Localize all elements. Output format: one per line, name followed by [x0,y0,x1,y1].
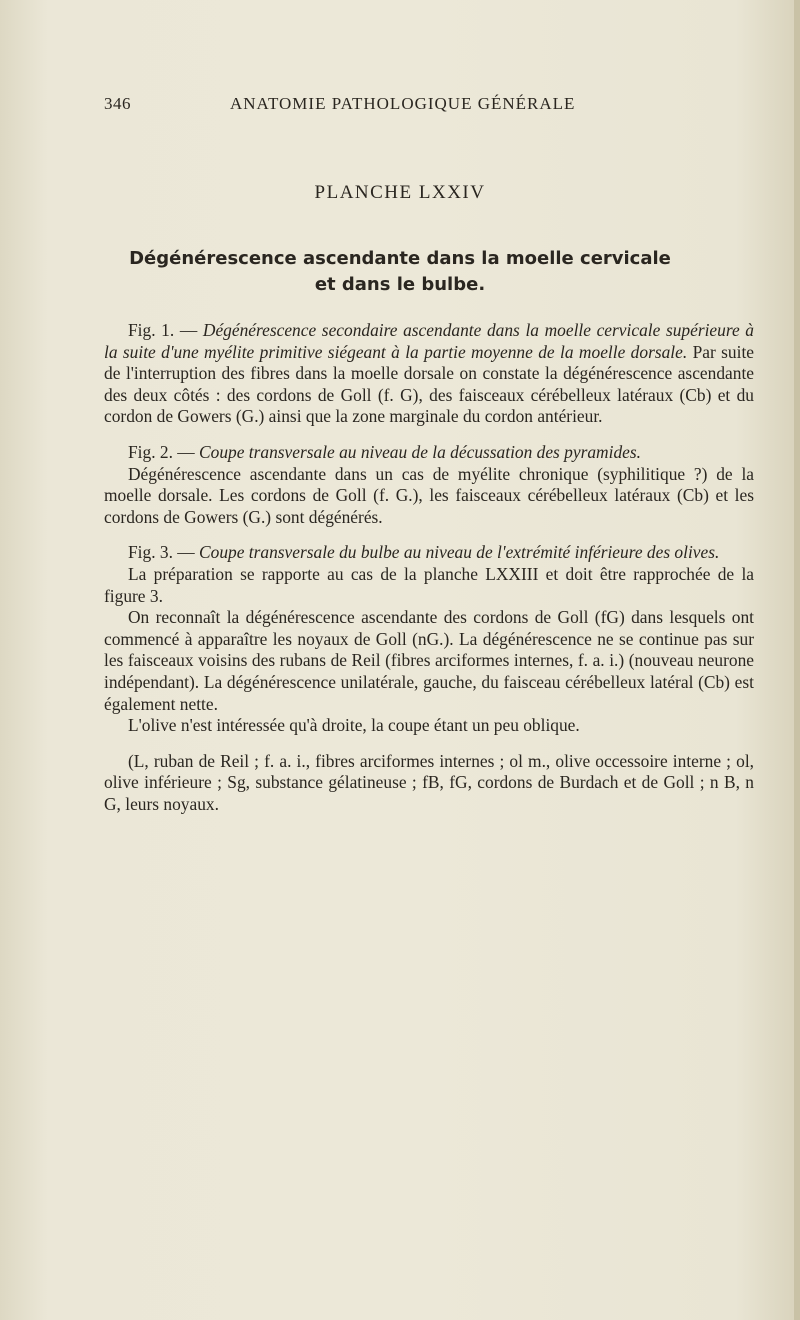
body-text [104,320,754,815]
subtitle-line-2: et dans le bulbe. [314,274,486,295]
page-header [104,94,704,118]
running-title: ANATOMIE PATHOLOGIQUE GÉNÉRALE [230,94,576,113]
fig3-label: Fig. 3. — [128,542,200,563]
legend-paragraph: (L, ruban de Reil ; f. a. i., fibres arciformes internes ; ol m., olive occessoire interne ; ol, olive inférieure ; Sg, substance gélatineuse ; fB, fG, cordons de Burdach et de Goll ; n B, n G, leurs noyaux. [104,750,754,814]
subtitle-line-1: Dégénérescence ascendante dans la moelle cervicale [129,248,671,269]
plate-subtitle [100,246,700,298]
fig1-label: Fig. 1. — [128,320,203,340]
fig1-paragraph [104,320,754,428]
fig3-paragraph-2: On reconnaît la dégénérescence ascendante des cordons de Goll (fG) dans lesquels ont commencé à apparaître les noyaux de Goll (nG.). La dégénérescence ne se continue pas sur les faisceaux voisins des rubans de Reil (fibres arciformes internes, f. a. i.) (nouveau neurone indépendant). La dégénérescence unilatérale, gauche, du faisceau cérébelleux latéral (Cb) est également nette. [104,607,754,714]
fig3-title: Coupe transversale du bulbe au niveau de l'extrémité inférieure des olives. [199,542,720,563]
fig1-text: Par suite de l'interruption des fibres dans la moelle dorsale on constate la dégénérescence ascendante des deux côtés : des cordons de Goll (f. G), des faisceaux cérébelleux latéraux (Cb) et du cordon de Gowers (G.) ainsi que la zone marginale du cordon antérieur. [104,341,754,427]
plate-title: PLANCHE LXXIV [314,182,486,203]
fig3-paragraph-3: L'olive n'est intéressée qu'à droite, la coupe étant un peu oblique. [128,715,580,736]
fig2-heading [104,442,754,464]
fig2-title: Coupe transversale au niveau de la décussation des pyramides. [199,441,641,462]
fig3-paragraph-1: La préparation se rapporte au cas de la planche LXXIII et doit être rapprochée de la figure 3. [104,563,754,606]
fig1-title: Dégénérescence secondaire ascendante dans la moelle cervicale supérieure à la suite d'une myélite primitive siégeant à la partie moyenne de la moelle dorsale. [104,320,755,362]
fig2-label: Fig. 2. — [128,441,200,462]
fig2-text: Dégénérescence ascendante dans un cas de myélite chronique (syphilitique ?) de la moelle dorsale. Les cordons de Goll (f. G.), les faisceaux cérébelleux latéraux (Cb) et les cordons de Gowers (G.) sont dégénérés. [104,463,754,527]
fig3-heading [104,542,754,564]
page-number: 346 [104,94,131,113]
